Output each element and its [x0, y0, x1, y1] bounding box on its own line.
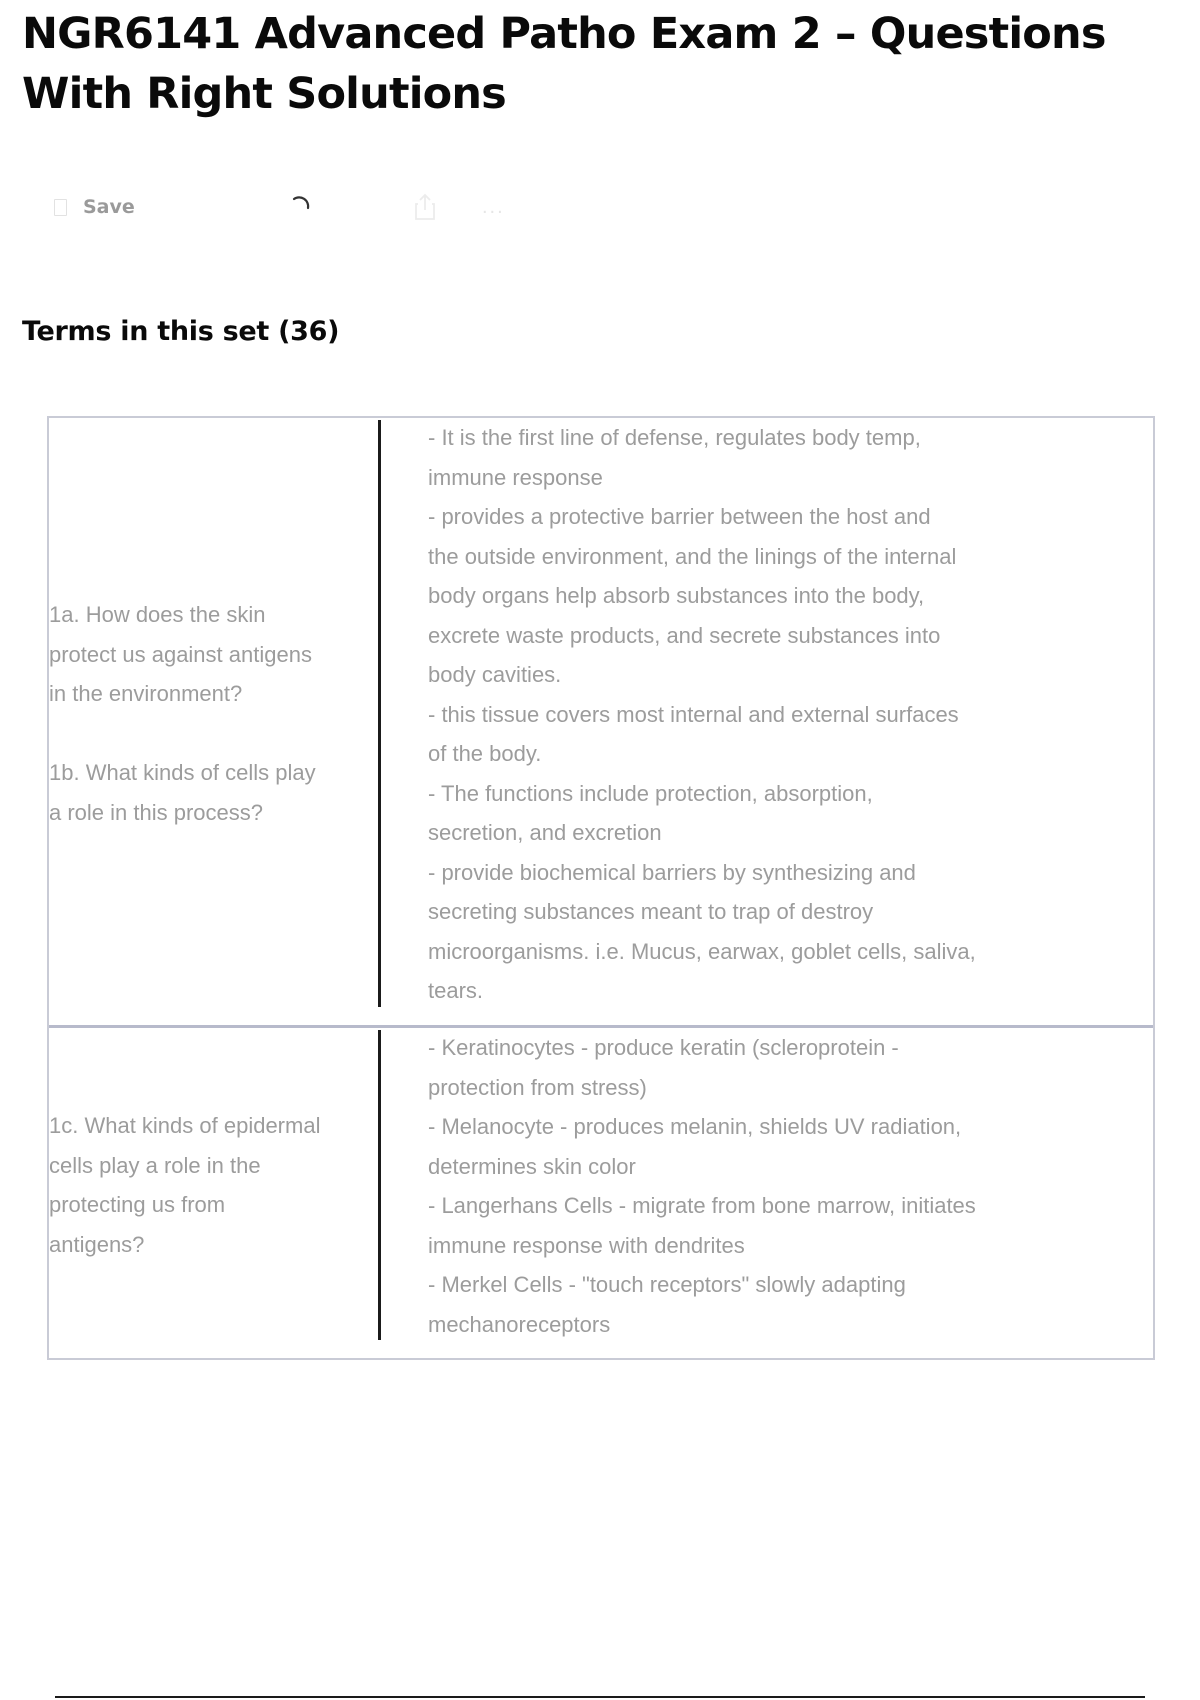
spinner-icon [288, 188, 314, 226]
definition-line: body cavities. [428, 662, 562, 687]
definition-line: secreting substances meant to trap of destroy [428, 899, 874, 924]
page-title: NGR6141 Advanced Patho Exam 2 – Questions With Right Solutions [22, 9, 1106, 119]
definition-line: - Melanocyte - produces melanin, shields UV radiation, [428, 1114, 962, 1139]
definition-line: the outside environment, and the linings of the internal [428, 543, 957, 569]
definition-line: immune response [428, 464, 603, 490]
terms-heading: Terms in this set (36) [22, 316, 340, 347]
definition-line: determines skin color [428, 1153, 636, 1179]
terms-list [47, 416, 1155, 1360]
definition-line: secretion, and excretion [428, 820, 662, 845]
definition-line: microorganisms. i.e. Mucus, earwax, goblet cells, saliva, [428, 938, 976, 964]
term-text: 1c. What kinds of epidermal cells play a role in the protecting us from antigens? [49, 1113, 321, 1257]
definition-line: - provides a protective barrier between the host and [428, 504, 931, 529]
definition-line: mechanoreceptors [428, 1311, 611, 1337]
definition-line: - The functions include protection, absorption, [428, 780, 873, 806]
share-button[interactable] [412, 188, 438, 226]
definition-line: protection from stress) [428, 1074, 647, 1100]
definition-line: - provide biochemical barriers by synthesizing and [428, 859, 916, 885]
share-icon [413, 193, 437, 221]
more-button[interactable] [482, 188, 505, 226]
definition-line: of the body. [428, 741, 542, 766]
definition-line: excrete waste products, and secrete substances into [428, 622, 941, 648]
definition-line: immune response with dendrites [428, 1232, 745, 1258]
term-side [49, 420, 381, 1007]
definition-side [381, 418, 1153, 1025]
toolbar [48, 188, 508, 226]
definition-line: - this tissue covers most internal and external surfaces [428, 701, 959, 727]
bookmark-icon [54, 199, 67, 216]
definition-line: - Keratinocytes - produce keratin (scleroprotein - [428, 1035, 899, 1060]
definition-line: - Langerhans Cells - migrate from bone marrow, initiates [428, 1193, 976, 1218]
definition-line: - It is the first line of defense, regulates body temp, [428, 425, 921, 450]
save-label: Save [83, 196, 135, 218]
definition-line: tears. [428, 978, 484, 1003]
term-side [49, 1030, 381, 1340]
more-icon: ... [482, 195, 505, 218]
save-button[interactable] [54, 188, 135, 226]
definition-line: - Merkel Cells - "touch receptors" slowly adapting [428, 1272, 906, 1297]
term-text: 1a. How does the skin protect us against antigens in the environment? 1b. What kinds of cells play a role in this process? [49, 602, 316, 825]
term-card [49, 418, 1153, 1025]
term-card [49, 1025, 1153, 1358]
bottom-divider [55, 1696, 1145, 1698]
definition-line: body organs help absorb substances into the body, [428, 583, 925, 608]
definition-side [381, 1028, 1153, 1358]
